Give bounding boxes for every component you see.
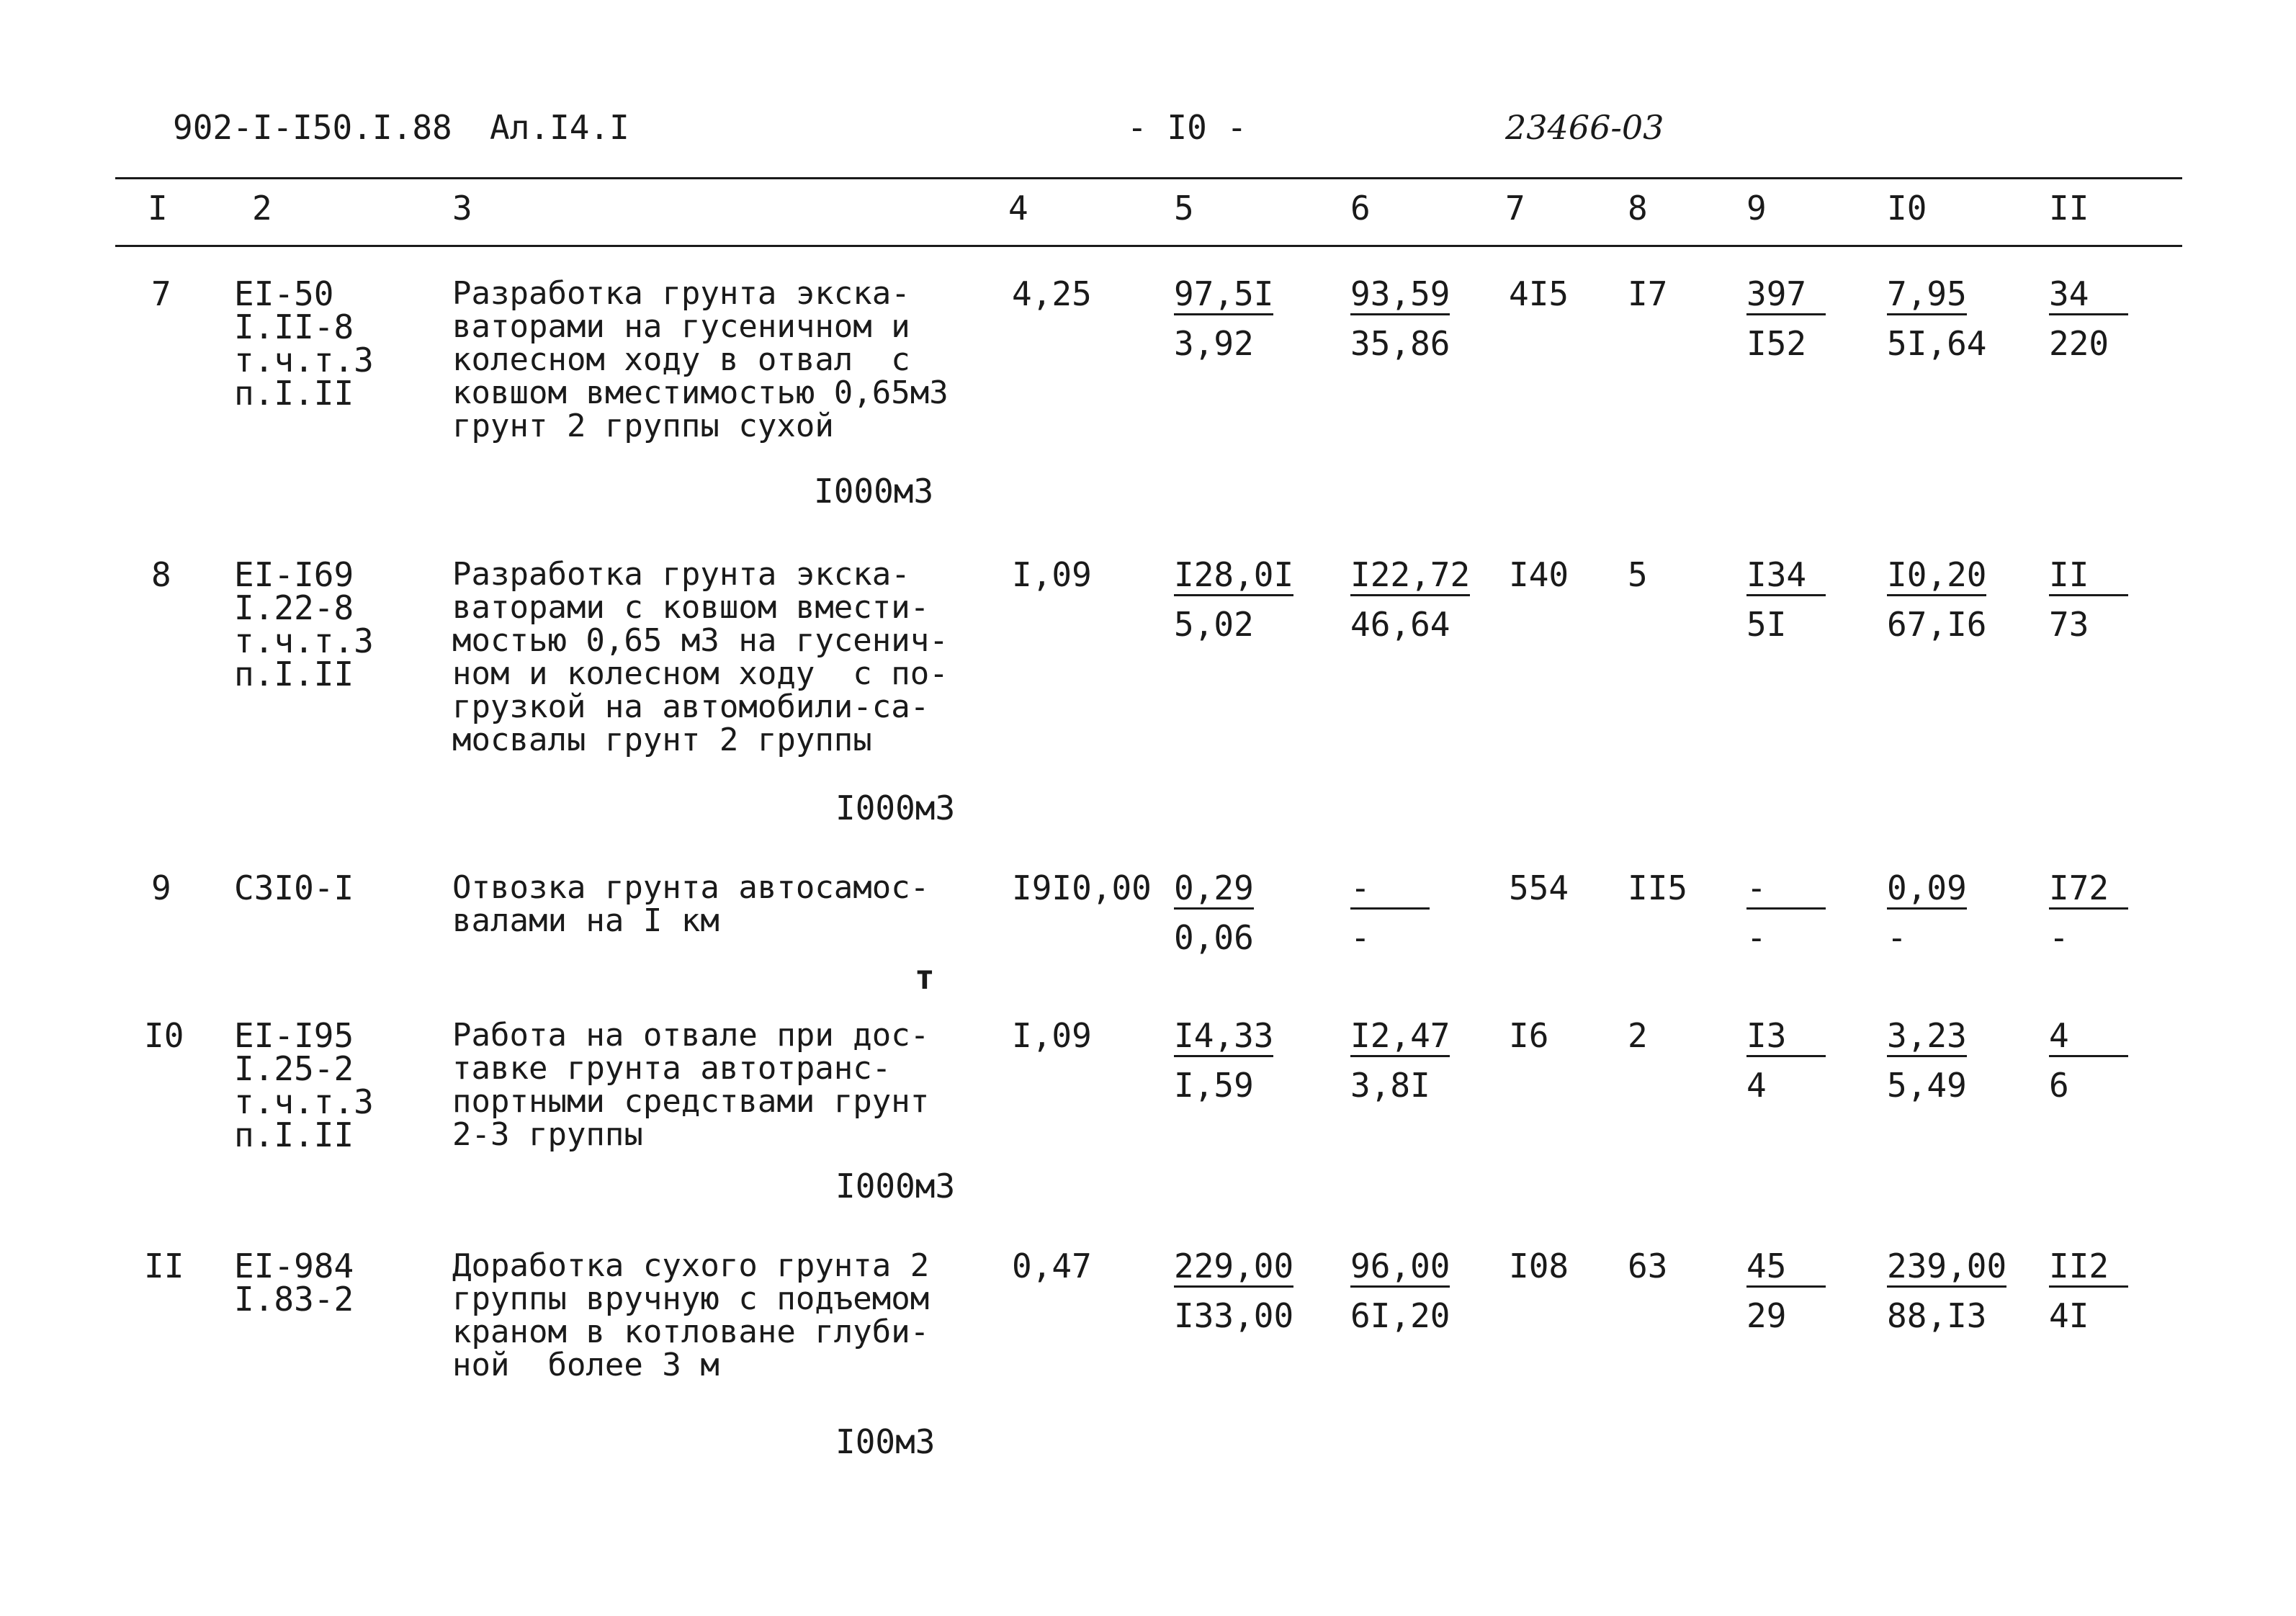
table-header-rule: [115, 245, 2182, 247]
column-header: II: [2049, 189, 2089, 228]
work-description: ваторами на гусеничном и: [452, 308, 910, 345]
fraction-numerator: I34: [1746, 555, 1826, 596]
cost-fraction: [1887, 1016, 1967, 1105]
work-description: Разработка грунта экска-: [452, 556, 910, 593]
labor-value: I6: [1509, 1016, 1549, 1055]
fraction-denominator: 67,I6: [1887, 605, 1987, 644]
work-description: мостью 0,65 м3 на гусенич-: [452, 622, 949, 659]
cost-fraction: [1887, 868, 1967, 957]
fraction-numerator: I28,0I: [1174, 555, 1293, 596]
fraction-denominator: 3,92: [1174, 324, 1254, 363]
column-header: 7: [1505, 189, 1525, 228]
machine-value: 5: [1628, 555, 1648, 594]
fraction-numerator: 93,59: [1350, 274, 1450, 315]
work-description: грунт 2 группы сухой: [452, 408, 834, 444]
norm-code: I.II-8: [234, 308, 354, 346]
norm-code: п.I.II: [234, 374, 354, 413]
row-number: 7: [151, 274, 171, 313]
document-code: 902-I-I50.I.88: [173, 108, 452, 147]
work-description: Разработка грунта экска-: [452, 275, 910, 312]
work-description: краном в котловане глуби-: [452, 1314, 930, 1350]
fraction-numerator: -: [1746, 868, 1826, 910]
measure-unit: I000м3: [835, 1167, 956, 1206]
fraction-numerator: 239,00: [1887, 1247, 2006, 1288]
fraction-numerator: 34: [2049, 274, 2128, 315]
work-description: колесном ходу в отвал с: [452, 341, 910, 378]
cost-fraction: [1174, 1016, 1274, 1105]
fraction-numerator: II2: [2049, 1247, 2128, 1288]
column-header: I: [148, 189, 168, 228]
labor-value: 4I5: [1509, 274, 1569, 313]
column-header: 2: [252, 189, 272, 228]
fraction-denominator: 73: [2049, 605, 2089, 644]
fraction-denominator: -: [1887, 918, 1907, 957]
fraction-denominator: I52: [1746, 324, 1807, 363]
fraction-numerator: 7,95: [1887, 274, 1967, 315]
machine-value: I7: [1628, 274, 1668, 313]
norm-code: I.22-8: [234, 588, 354, 627]
work-description: ной более 3 м: [452, 1347, 719, 1383]
fraction-denominator: 88,I3: [1887, 1296, 1987, 1335]
norm-code: EI-I95: [234, 1016, 354, 1055]
cost-fraction: [1746, 555, 1826, 644]
fraction-numerator: 0,09: [1887, 868, 1967, 910]
work-description: мосвалы грунт 2 группы: [452, 722, 872, 758]
fraction-numerator: I0,20: [1887, 555, 1986, 596]
norm-code: I.25-2: [234, 1049, 354, 1088]
fraction-numerator: 0,29: [1174, 868, 1254, 910]
column-header: 5: [1174, 189, 1194, 228]
column-header: 9: [1746, 189, 1767, 228]
fraction-denominator: -: [1746, 918, 1767, 957]
fraction-denominator: 6: [2049, 1066, 2069, 1105]
work-description: Работа на отвале при дос-: [452, 1017, 930, 1054]
fraction-denominator: I33,00: [1174, 1296, 1294, 1335]
fraction-numerator: I4,33: [1174, 1016, 1273, 1057]
cost-fraction: [1887, 555, 1987, 644]
cost-fraction: [1746, 274, 1826, 363]
cost-fraction: [1350, 555, 1471, 644]
machine-value: 63: [1628, 1247, 1668, 1285]
fraction-denominator: 4I: [2049, 1296, 2089, 1335]
work-description: Отвозка грунта автосамос-: [452, 869, 930, 906]
work-description: портными средствами грунт: [452, 1083, 930, 1120]
work-description: тавке грунта автотранс-: [452, 1050, 892, 1087]
cost-fraction: [1174, 274, 1274, 363]
cost-fraction: [2049, 274, 2128, 363]
norm-code: С3I0-I: [234, 868, 354, 907]
fraction-numerator: II: [2049, 555, 2128, 596]
fraction-numerator: I72: [2049, 868, 2128, 910]
column-header: 6: [1350, 189, 1371, 228]
labor-value: 554: [1509, 868, 1569, 907]
fraction-numerator: 3,23: [1887, 1016, 1967, 1057]
quantity: I,09: [1012, 555, 1092, 594]
fraction-denominator: 5I,64: [1887, 324, 1987, 363]
fraction-denominator: 6I,20: [1350, 1296, 1450, 1335]
quantity: I9I0,00: [1012, 868, 1152, 907]
fraction-numerator: 45: [1746, 1247, 1826, 1288]
fraction-denominator: 5,49: [1887, 1066, 1967, 1105]
cost-fraction: [1174, 868, 1254, 957]
table-top-rule: [115, 177, 2182, 179]
cost-fraction: [1746, 1016, 1826, 1105]
fraction-numerator: 4: [2049, 1016, 2128, 1057]
quantity: 4,25: [1012, 274, 1092, 313]
cost-fraction: [1887, 1247, 2007, 1335]
work-description: ваторами с ковшом вмести-: [452, 589, 930, 626]
fraction-denominator: I,59: [1174, 1066, 1254, 1105]
cost-fraction: [1174, 555, 1294, 644]
fraction-numerator: 229,00: [1174, 1247, 1293, 1288]
fraction-denominator: 35,86: [1350, 324, 1450, 363]
labor-value: I40: [1509, 555, 1569, 594]
norm-code: I.83-2: [234, 1280, 354, 1319]
norm-code: п.I.II: [234, 655, 354, 693]
cost-fraction: [1350, 274, 1450, 363]
cost-fraction: [1746, 868, 1826, 957]
norm-code: EI-I69: [234, 555, 354, 594]
norm-code: EI-50: [234, 274, 334, 313]
fraction-numerator: -: [1350, 868, 1430, 910]
work-description: ковшом вместимостью 0,65м3: [452, 374, 949, 411]
cost-fraction: [2049, 1016, 2128, 1105]
measure-unit: I000м3: [835, 789, 956, 827]
measure-unit: I000м3: [814, 472, 934, 511]
column-header: 8: [1628, 189, 1648, 228]
work-description: Доработка сухого грунта 2: [452, 1247, 930, 1284]
fraction-numerator: 397: [1746, 274, 1826, 315]
cost-fraction: [2049, 555, 2128, 644]
work-description: грузкой на автомобили-са-: [452, 688, 930, 725]
page-number: - I0 -: [1127, 108, 1247, 147]
fraction-denominator: 46,64: [1350, 605, 1450, 644]
norm-code: т.ч.т.3: [234, 1082, 374, 1121]
measure-unit: I00м3: [835, 1422, 936, 1461]
cost-fraction: [1174, 1247, 1294, 1335]
norm-code: EI-984: [234, 1247, 354, 1285]
fraction-denominator: 4: [1746, 1066, 1767, 1105]
fraction-denominator: 220: [2049, 324, 2109, 363]
machine-value: 2: [1628, 1016, 1648, 1055]
album-number: Ал.I4.I: [490, 108, 629, 147]
norm-code: п.I.II: [234, 1116, 354, 1154]
row-number: 8: [151, 555, 171, 594]
work-description: 2-3 группы: [452, 1116, 643, 1153]
row-number: II: [144, 1247, 184, 1285]
fraction-denominator: 29: [1746, 1296, 1787, 1335]
norm-code: т.ч.т.3: [234, 341, 374, 380]
fraction-numerator: I22,72: [1350, 555, 1470, 596]
fraction-denominator: -: [2049, 918, 2069, 957]
cost-fraction: [2049, 868, 2128, 957]
fraction-numerator: I2,47: [1350, 1016, 1450, 1057]
cost-fraction: [2049, 1247, 2128, 1335]
fraction-denominator: 5I: [1746, 605, 1787, 644]
work-description: ном и колесном ходу с по-: [452, 655, 949, 692]
fraction-numerator: 97,5I: [1174, 274, 1273, 315]
column-header: 3: [452, 189, 472, 228]
fraction-denominator: -: [1350, 918, 1371, 957]
work-description: группы вручную с подъемом: [452, 1280, 930, 1317]
cost-fraction: [1746, 1247, 1826, 1335]
cost-fraction: [1350, 1247, 1450, 1335]
fraction-numerator: 96,00: [1350, 1247, 1450, 1288]
row-number: I0: [144, 1016, 184, 1055]
column-header: I0: [1887, 189, 1927, 228]
labor-value: I08: [1509, 1247, 1569, 1285]
column-header: 4: [1008, 189, 1028, 228]
quantity: 0,47: [1012, 1247, 1092, 1285]
cost-fraction: [1350, 868, 1430, 957]
row-number: 9: [151, 868, 171, 907]
cost-fraction: [1350, 1016, 1450, 1105]
fraction-denominator: 3,8I: [1350, 1066, 1430, 1105]
inventory-stamp: 23466-03: [1505, 108, 1664, 147]
measure-unit: т: [915, 958, 935, 997]
fraction-denominator: 5,02: [1174, 605, 1254, 644]
fraction-numerator: I3: [1746, 1016, 1826, 1057]
fraction-denominator: 0,06: [1174, 918, 1254, 957]
machine-value: II5: [1628, 868, 1688, 907]
cost-fraction: [1887, 274, 1987, 363]
quantity: I,09: [1012, 1016, 1092, 1055]
work-description: валами на I км: [452, 902, 719, 939]
norm-code: т.ч.т.3: [234, 621, 374, 660]
